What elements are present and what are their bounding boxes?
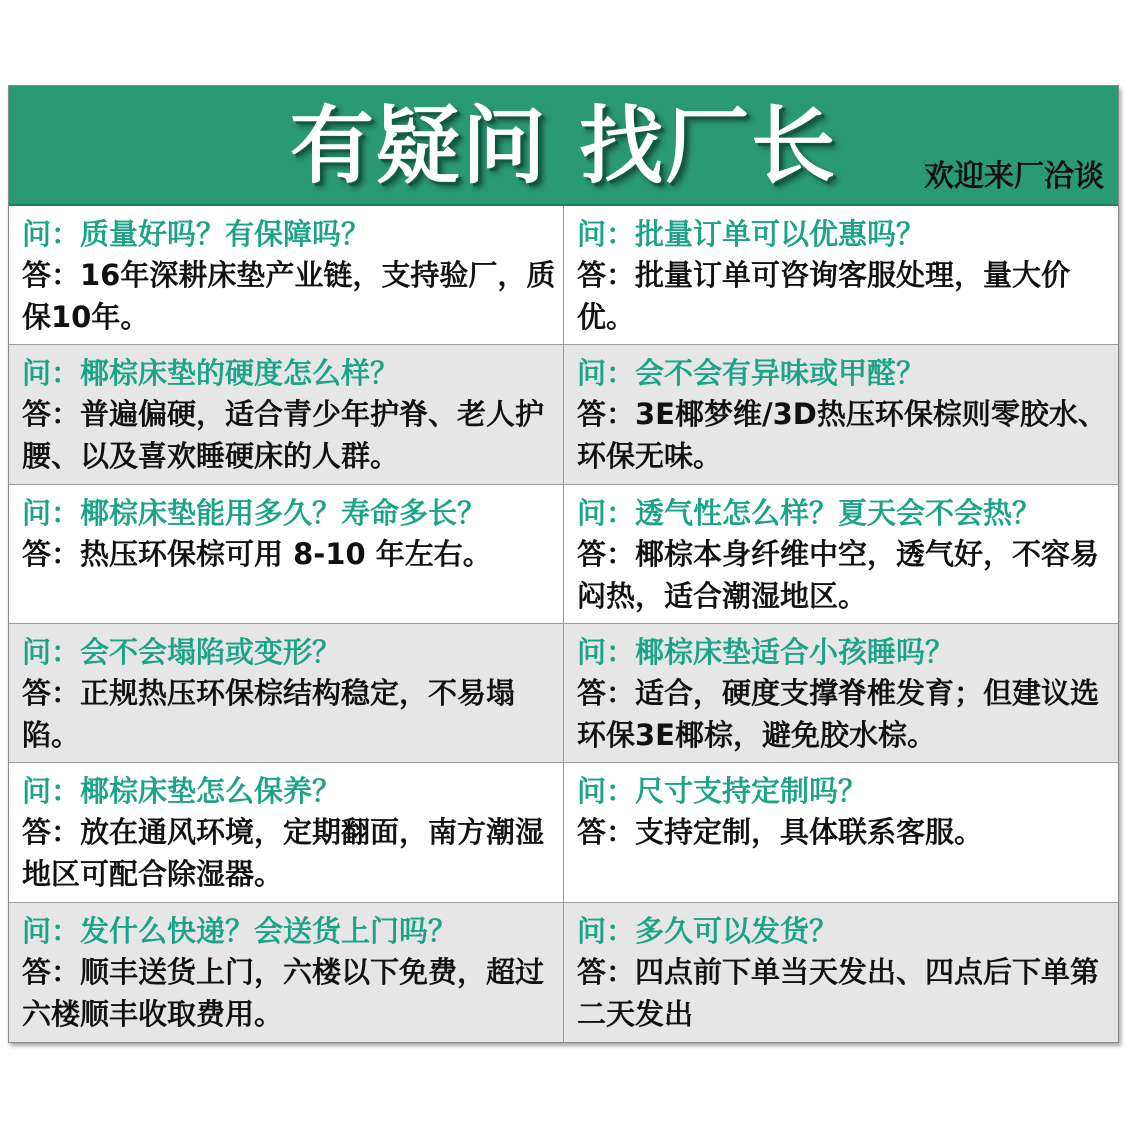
faq-question: 问：会不会塌陷或变形？: [22, 634, 342, 669]
faq-cell: [9, 624, 564, 763]
banner-title: 有疑问 找厂长: [289, 97, 838, 195]
faq-cell: [9, 206, 564, 345]
header-banner: [9, 86, 1118, 206]
faq-question: 问：椰棕床垫能用多久？寿命多长？: [22, 495, 487, 530]
faq-question: 问：椰棕床垫适合小孩睡吗？: [577, 634, 955, 669]
faq-answer: 答：适合，硬度支撑脊椎发育；但建议选环保3E椰棕，避免胶水棕。: [577, 675, 1100, 752]
faq-question: 问：尺寸支持定制吗？: [577, 774, 868, 809]
faq-question: 问：透气性怎么样？夏天会不会热？: [577, 495, 1042, 530]
faq-answer: 答：放在通风环境，定期翻面，南方潮湿地区可配合除湿器。: [22, 815, 545, 892]
faq-cell: [564, 206, 1118, 345]
faq-answer: 答：椰棕本身纤维中空，透气好，不容易闷热，适合潮湿地区。: [577, 536, 1100, 613]
banner-subtitle: 欢迎来厂洽谈: [924, 159, 1104, 194]
faq-cell: [9, 763, 564, 902]
faq-answer: 答：16年深耕床垫产业链，支持验厂，质保10年。: [22, 258, 556, 334]
faq-question: 问：会不会有异味或甲醛？: [577, 356, 926, 391]
faq-board: [8, 85, 1119, 1043]
faq-question: 问：椰棕床垫怎么保养？: [22, 774, 342, 809]
faq-cell: [9, 345, 564, 484]
faq-cell: [9, 903, 564, 1042]
faq-answer: 答：顺丰送货上门，六楼以下免费，超过六楼顺丰收取费用。: [22, 954, 545, 1031]
faq-question: 问：质量好吗？有保障吗？: [22, 217, 371, 251]
faq-cell: [564, 345, 1118, 484]
faq-question: 问：发什么快递？会送货上门吗？: [22, 913, 458, 948]
faq-cell: [564, 485, 1118, 624]
faq-answer: 答：支持定制，具体联系客服。: [577, 815, 984, 850]
faq-answer: 答：批量订单可咨询客服处理，量大价优。: [577, 258, 1071, 334]
faq-question: 问：多久可以发货？: [577, 913, 839, 948]
faq-question: 问：批量订单可以优惠吗？: [577, 217, 926, 251]
faq-cell: [564, 763, 1118, 902]
faq-answer: 答：普遍偏硬，适合青少年护脊、老人护腰、以及喜欢睡硬床的人群。: [22, 397, 545, 474]
faq-answer: 答：正规热压环保棕结构稳定，不易塌陷。: [22, 675, 516, 752]
faq-cell: [564, 903, 1118, 1042]
faq-answer: 答：四点前下单当天发出、四点后下单第二天发出: [577, 954, 1100, 1031]
faq-cell: [564, 624, 1118, 763]
faq-cell: [9, 485, 564, 624]
faq-question: 问：椰棕床垫的硬度怎么样？: [22, 356, 400, 391]
faq-answer: 答：3E椰梦维/3D热压环保棕则零胶水、环保无味。: [577, 397, 1107, 474]
faq-answer: 答：热压环保棕可用 8-10 年左右。: [22, 536, 492, 571]
faq-grid: [9, 206, 1118, 1042]
